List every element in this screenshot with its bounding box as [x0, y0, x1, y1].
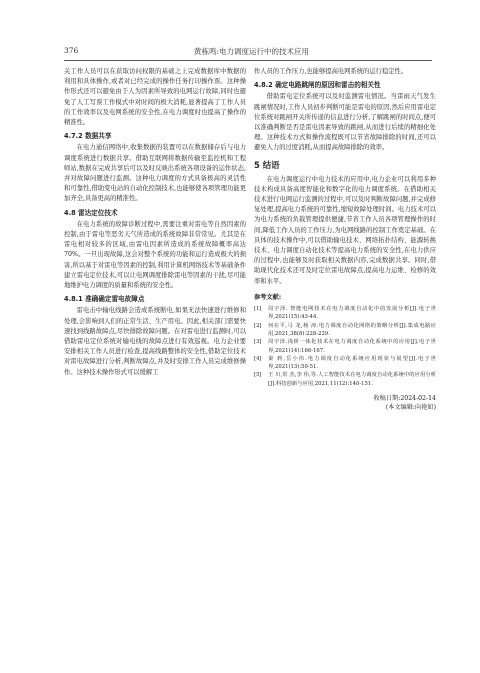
reference-item	[254, 322, 436, 339]
paragraph: 雷电击中输电线路会造成系统断电,如果无法快速进行维修和处理,会影响到人们的正常生活、生产用电。因此,相关部门需要快速找到线路故障点,尽快排除故障问题。在对雷电进行监测时,可以借助雷电定位系统对输电线的故障点进行有效巡视。电力企业要安排相关工作人员进行检查,提高线路整体的安全性,借助定位技术对雷电故障进行分析,判断故障点,并及时安排工作人员完成维修操作。这种技术操作形式可以缓解工	[64, 307, 246, 376]
reference-item	[254, 371, 436, 388]
reference-number: [4]	[254, 355, 262, 362]
page-number: 376	[64, 46, 79, 55]
references-title: 参考文献:	[254, 293, 282, 301]
left-column	[64, 67, 246, 378]
paragraph: 借助雷电定位系统可以及时监测雷电情况。当雷雨天气发生跳闸情况时,工作人员初步判断可能是雷电的原因,然后应用雷电定位系统对跳闸开关所传递的信息进行分析,了解跳闸的时间点,便可以准确判断是否是雷电因素导致的跳闸,从而进行后续的精细化处理。这种技术方式和操作流程既可以节省故障排除的时间,还可以避免人力的过度消耗,从而提高故障排除的效率。	[254, 93, 436, 152]
paragraph: 作人员的工作压力,也能够提高电网系统的运行稳定性。	[254, 68, 408, 75]
running-title: 黄栋鸣:电力调度运行中的技术应用	[194, 47, 310, 56]
reference-text: 王 川,常 杰,李 伟,等.人工智能技术在电力调度自动化系统中的应用分析[J].科技创新与应用,2021,11(12):140-151.	[268, 372, 436, 387]
reference-text: 周宇泽. 智能电网技术在电力调度自动化中的发展分析[J].电子世界,2021(15):43-44.	[268, 306, 436, 321]
reference-text: 周宇泽.浅析一体化技术在电力调度自动化系统中的应用[J].电子世界,2021(14):166-167.	[268, 339, 436, 354]
reference-number: [2]	[254, 322, 262, 329]
section-heading-4-8-2: 4.8.2 确定电路跳闸的原因和雷击的相关性	[254, 81, 381, 90]
received-date: 收稿日期:2024-02-14	[373, 395, 436, 403]
section-heading-conclusion: 5 结语	[254, 159, 280, 170]
reference-number: [1]	[254, 306, 262, 313]
reference-number: [5]	[254, 372, 262, 379]
section-heading-4-7-2: 4.7.2 数据共享	[64, 132, 112, 141]
reference-item	[254, 305, 436, 322]
section-heading-4-8-1: 4.8.1 准确确定雷电故障点	[64, 295, 145, 304]
paragraph: 在电力通信网络中,收集数据的装置可以在数据储存后与电力调度系统进行数据共享。借助互联网将数据传输至监控机和工程师站,数据在完成共享后可以及时反映出系统各项设备的运作状态,并对故障问题进行监测。这种电力调度的方式具备极高的灵活性和可靠性,借助变电站的自动化控制技术,也能够使各项管理功能更加齐全,具备更高的精准性。	[64, 144, 246, 203]
reference-list	[254, 305, 436, 388]
paragraph: 在电力系统的故障诊断过程中,需要注重对雷电等自然因素的控制,由于雷电等恶劣天气所造成的系统故障非常常见。尤其是在雷电相对较多的区域,由雷电因素所造成的系统故障概率高达70%。一旦出现故障,这会对整个系统的功能和运行造成极大的损害,所以基于对雷电等因素的控制,利用计算机网络技术等基础条件建立雷电定位技术,可以让电网调度排除雷电等因素的干扰,尽可能地维护电力调度的质量和系统的安全性。	[64, 220, 246, 290]
right-column	[254, 67, 436, 412]
section-heading-4-8: 4.8 雷达定位技术	[64, 208, 118, 217]
paragraph: 关工作人员可以在获取访问权限的基础之上完成数据库中数据的利用和具体操作,或者对已经完成的操作任务打印操作票。这种操作形式还可以避免由于人为因素所导致的电网运行故障,同时也避免了人工写票工作模式中对时间的极大消耗,显著提高了工作人员的工作效率以及电网系统的安全性,在电力调度时也提高了操作的精准性。	[64, 68, 246, 127]
paragraph: 在电力调度运行中电力技术的应用中,电力企业可以利用多种技术构成具备高度智能化和数字化的电力调度系统。在借助相关技术进行电网运行监测的过程中,可以及时判断故障问题,并完成修复处理,提高电力系统的可靠性,缩短故障处理时间。电力技术可以为电力系统的负载管理提供便捷,节省工作人员各项管理操作的时间,降低工作人员的工作压力,为电网线路的控制工作奠定基础。在具体的技术操作中,可以借助输电技术、网络拓扑结构、能源转换技术、电力调度自动化技术等提高电力系统的安全性,在电力供应的过程中,也能够及时获取相关数据内容,完成数据共享。同时,借助现代化技术还可及时定位雷电故障点,提高电力运维、检修的效率和水平。	[254, 175, 436, 285]
reference-item	[254, 338, 436, 355]
reference-number: [3]	[254, 339, 262, 346]
reference-text: 何在平,马 龙,杨 涛.电力调度自动化网络的策略分析[J].集成电路应用,2021,38(8):228-229.	[268, 322, 436, 337]
reference-item	[254, 355, 436, 372]
reference-text: 秦 莉,岳小伟.电力调度自动化系统应用现状与展望[J].电子世界,2021(13):50-51.	[268, 355, 436, 371]
header-rule	[64, 60, 432, 61]
editor-note: (本文编辑:向艳如)	[385, 404, 436, 412]
page-header	[64, 46, 432, 60]
